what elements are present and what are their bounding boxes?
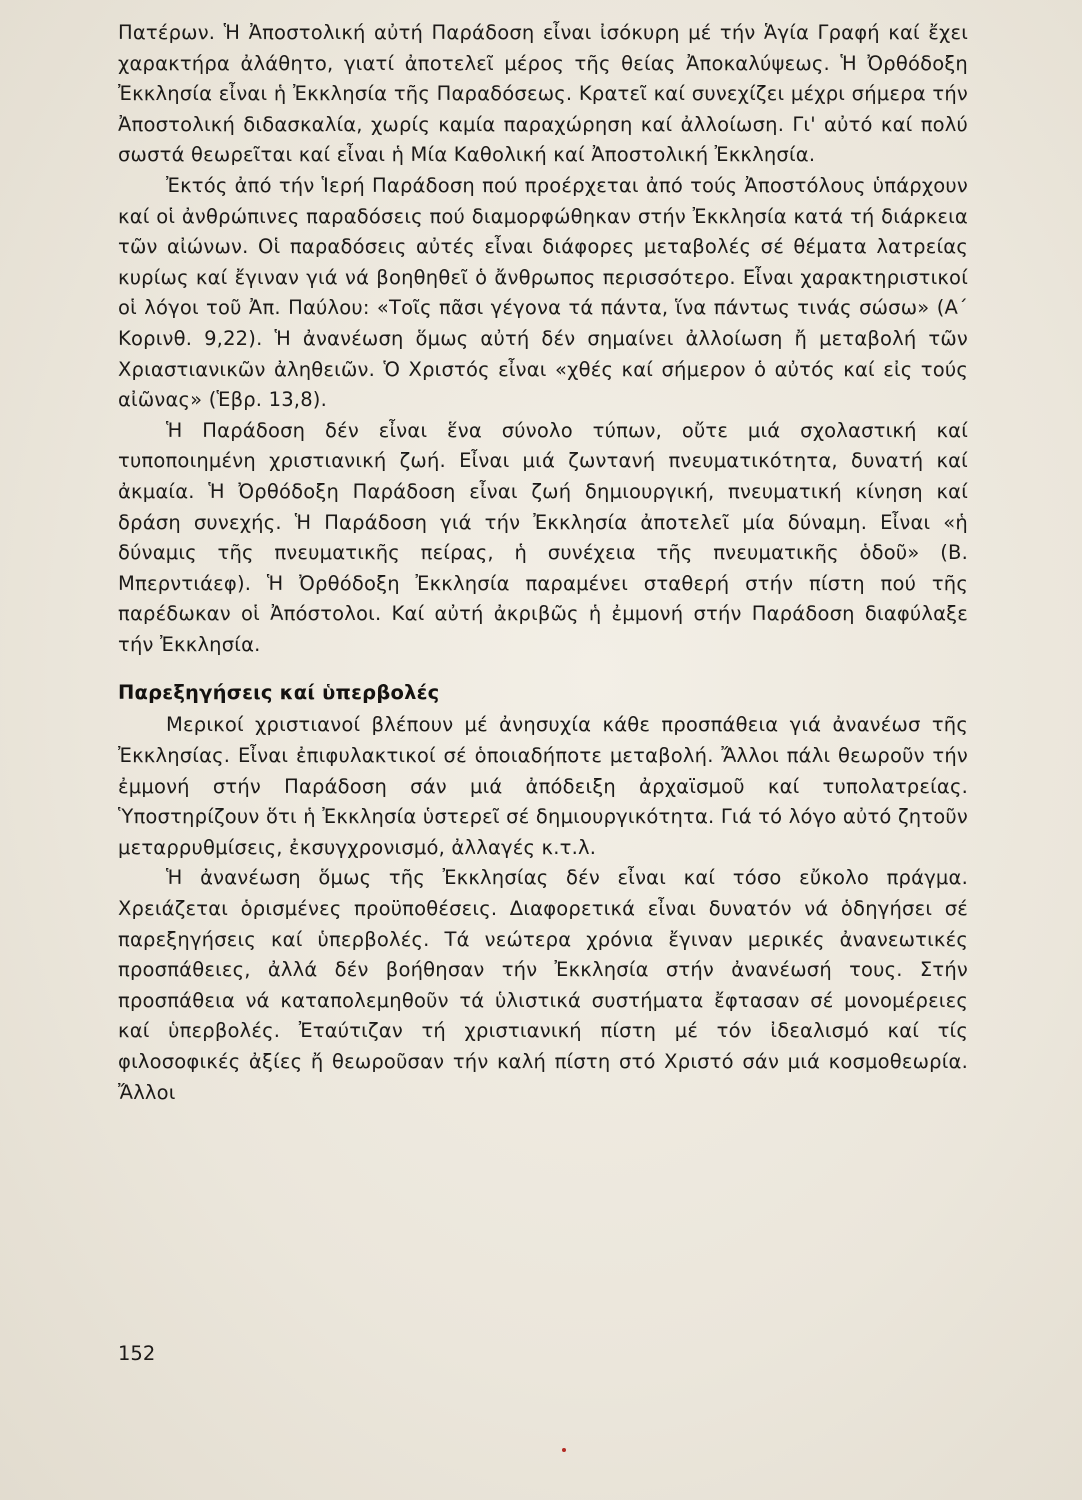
- section-heading: Παρεξηγήσεις καί ὑπερβολές: [118, 681, 440, 705]
- paragraph-3: Ἡ Παράδοση δέν εἶναι ἕνα σύνολο τύπων, οὔτε μιά σχολαστική καί τυποποιημένη χριστιανική ζωή. Εἶναι μιά ζωντανή πνευματικότητα, δυνατή καί ἀκμαία. Ἡ Ὀρθόδοξη Παράδοση εἶναι ζωή δημιουργική, πνευματική κίνηση καί δράση συνεχής. Ἡ Παράδοση γιά τήν Ἐκκλησία ἀποτελεῖ μία δύναμη. Εἶναι «ἡ δύναμις τῆς πνευματικῆς πείρας, ἡ συνέχεια τῆς πνευματικῆς ὁδοῦ» (Β. Μπερντιάεφ). Ἡ Ὀρθόδοξη Ἐκκλησία παραμένει σταθερή στήν πίστη πού τῆς παρέδωκαν οἱ Ἀπόστολοι. Καί αὐτή ἀκριβῶς ἡ ἐμμονή στήν Παράδοση διαφύλαξε τήν Ἐκκλησία.: [118, 418, 968, 656]
- body-text: [118, 18, 968, 1108]
- page-number: 152: [118, 1342, 156, 1365]
- ink-speck: [562, 1448, 566, 1452]
- paragraph-5: Ἡ ἀνανέωση ὅμως τῆς Ἐκκλησίας δέν εἶναι καί τόσο εὔκολο πράγμα. Χρειάζεται ὁρισμένες προϋποθέσεις. Διαφορετικά εἶναι δυνατόν νά ὁδηγήσει σέ παρεξηγήσεις καί ὑπερβολές. Τά νεώτερα χρόνια ἔγιναν μερικές ἀνανεωτικές προσπάθειες, ἀλλά δέν βοήθησαν τήν Ἐκκλησία στήν ἀνανέωσή τους. Στήν προσπάθεια νά καταπολεμηθοῦν τά ὑλιστικά συστήματα ἔφτασαν σέ μονομέρειες καί ὑπερβολές. Ἐταύτιζαν τή χριστιανική πίστη μέ τόν ἰδεαλισμό καί τίς φιλοσοφικές ἀξίες ἤ θεωροῦσαν τήν καλή πίστη στό Χριστό σάν μιά κοσμοθεωρία. Ἄλλοι: [118, 866, 968, 1104]
- paragraph-1: Πατέρων. Ἡ Ἀποστολική αὐτή Παράδοση εἶναι ἰσόκυρη μέ τήν Ἁγία Γραφή καί ἔχει χαρακτήρα ἀλάθητο, γιατί ἀποτελεῖ μέρος τῆς θείας Ἀποκαλύψεως. Ἡ Ὀρθόδοξη Ἐκκλησία εἶναι ἡ Ἐκκλησία τῆς Παραδόσεως. Κρατεῖ καί συνεχίζει μέχρι σήμερα τήν Ἀποστολική διδασκαλία, χωρίς καμία παραχώρηση καί ἀλλοίωση. Γι' αὐτό καί πολύ σωστά θεωρεῖται καί εἶναι ἡ Μία Καθολική καί Ἀποστολική Ἐκκλησία.: [118, 21, 968, 167]
- paragraph-2: Ἐκτός ἀπό τήν Ἱερή Παράδοση πού προέρχεται ἀπό τούς Ἀποστόλους ὑπάρχουν καί οἱ ἀνθρώπινες παραδόσεις πού διαμορφώθηκαν στήν Ἐκκλησία κατά τή διάρκεια τῶν αἰώνων. Οἱ παραδόσεις αὐτές εἶναι διάφορες μεταβολές σέ θέματα λατρείας κυρίως καί ἔγιναν γιά νά βοηθηθεῖ ὁ ἄνθρωπος περισσότερο. Εἶναι χαρακτηριστικοί οἱ λόγοι τοῦ Ἀπ. Παύλου: «Τοῖς πᾶσι γέγονα τά πάντα, ἵνα πάντως τινάς σώσω» (Α΄ Κορινθ. 9,22). Ἡ ἀνανέωση ὅμως αὐτή δέν σημαίνει ἀλλοίωση ἤ μεταβολή τῶν Χριαστιανικῶν ἀληθειῶν. Ὁ Χριστός εἶναι «χθές καί σήμερον ὁ αὐτός καί εἰς τούς αἰῶνας» (Ἑβρ. 13,8).: [118, 173, 968, 412]
- paragraph-4: Μερικοί χριστιανοί βλέπουν μέ ἀνησυχία κάθε προσπάθεια γιά ἀνανέωσ τῆς Ἐκκλησίας. Εἶναι ἐπιφυλακτικοί σέ ὁποιαδήποτε μεταβολή. Ἄλλοι πάλι θεωροῦν τήν ἐμμονή στήν Παράδοση σάν μιά ἀπόδειξη ἀρχαϊσμοῦ καί τυπολατρείας. Ὑποστηρίζουν ὅτι ἡ Ἐκκλησία ὑστερεῖ σέ δημιουργικότητα. Γιά τό λόγο αὐτό ζητοῦν μεταρρυθμίσεις, ἐκσυγχρονισμό, ἀλλαγές κ.τ.λ.: [118, 713, 968, 859]
